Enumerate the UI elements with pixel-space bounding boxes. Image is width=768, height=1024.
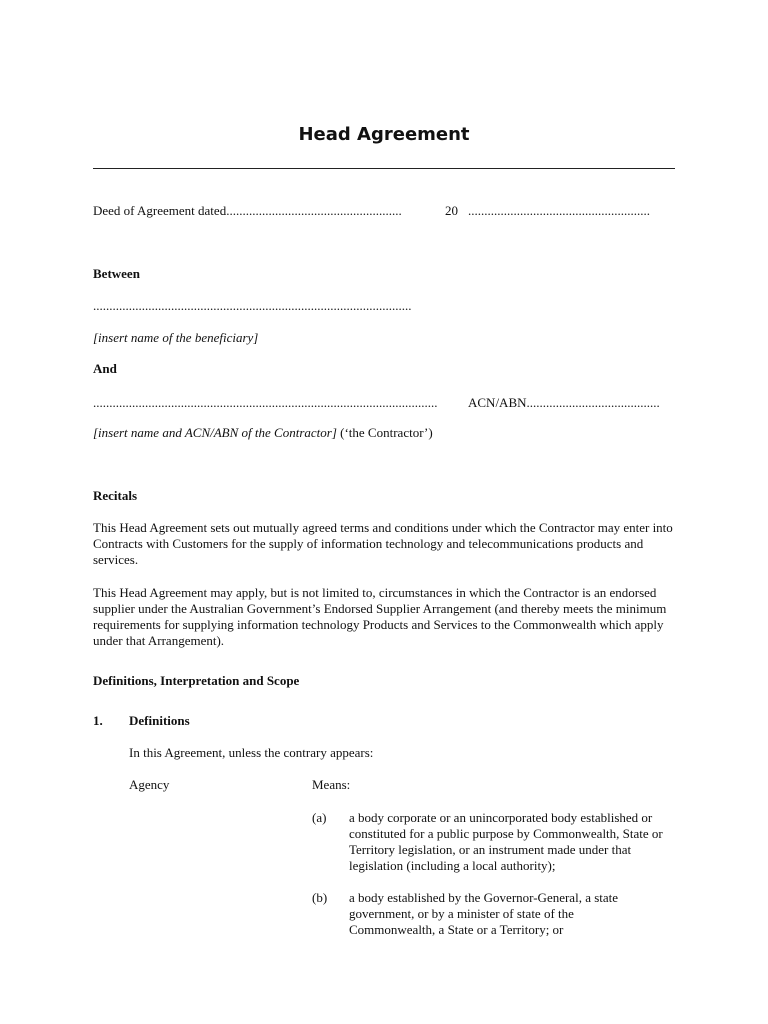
contractor-placeholder: [insert name and ACN/ABN of the Contractor]	[93, 425, 337, 440]
contractor-line	[93, 425, 433, 441]
deed-year-dots: ........................................................	[468, 203, 650, 218]
between-heading: Between	[93, 266, 140, 281]
deed-date-dots: ......................................................	[226, 203, 402, 218]
title-divider	[93, 168, 675, 169]
deed-year: 20	[445, 203, 458, 218]
acn-abn-line	[468, 395, 660, 411]
contractor-name-dots: ..........................................................................................................	[93, 395, 438, 410]
item-text: a body corporate or an unincorporated body established or constituted for a public purpose by Commonwealth, State or Territory legislation, or an instrument made under that legislation (including a local authority);	[349, 810, 663, 873]
section-heading: Definitions	[129, 713, 190, 728]
deed-line	[93, 203, 402, 219]
recitals-heading: Recitals	[93, 488, 138, 503]
definitions-heading: Definitions, Interpretation and Scope	[93, 673, 300, 688]
means-label: Means:	[312, 777, 351, 792]
document-title: Head Agreement	[298, 124, 470, 145]
recitals-paragraph-2: This Head Agreement may apply, but is not limited to, circumstances in which the Contractor is an endorsed supplier under the Australian Government’s Endorsed Supplier Arrangement (and thereby meets the minimum requirements for supplying information technology Products and Services to the Commonwealth which apply under that Arrangement).	[93, 585, 667, 648]
recitals-paragraph-1: This Head Agreement sets out mutually agreed terms and conditions under which the Contractor may enter into Contracts with Customers for the supply of information technology and telecommunications products and services.	[93, 520, 673, 567]
beneficiary-placeholder: [insert name of the beneficiary]	[93, 330, 259, 345]
defined-term: Agency	[129, 777, 170, 792]
item-label: (b)	[312, 890, 328, 905]
section-number: 1.	[93, 713, 103, 728]
deed-prefix: Deed of Agreement dated	[93, 203, 227, 218]
contractor-suffix: (‘the Contractor’)	[340, 425, 433, 440]
beneficiary-name-dots: ..................................................................................................	[93, 298, 412, 313]
acn-abn-label: ACN/ABN	[468, 395, 527, 410]
item-label: (a)	[312, 810, 327, 825]
acn-abn-dots: .........................................	[526, 395, 660, 410]
definitions-intro: In this Agreement, unless the contrary appears:	[129, 745, 374, 760]
item-text: a body established by the Governor-General, a state government, or by a minister of state of the Commonwealth, a State or a Territory; or	[349, 890, 619, 937]
and-heading: And	[93, 361, 117, 376]
